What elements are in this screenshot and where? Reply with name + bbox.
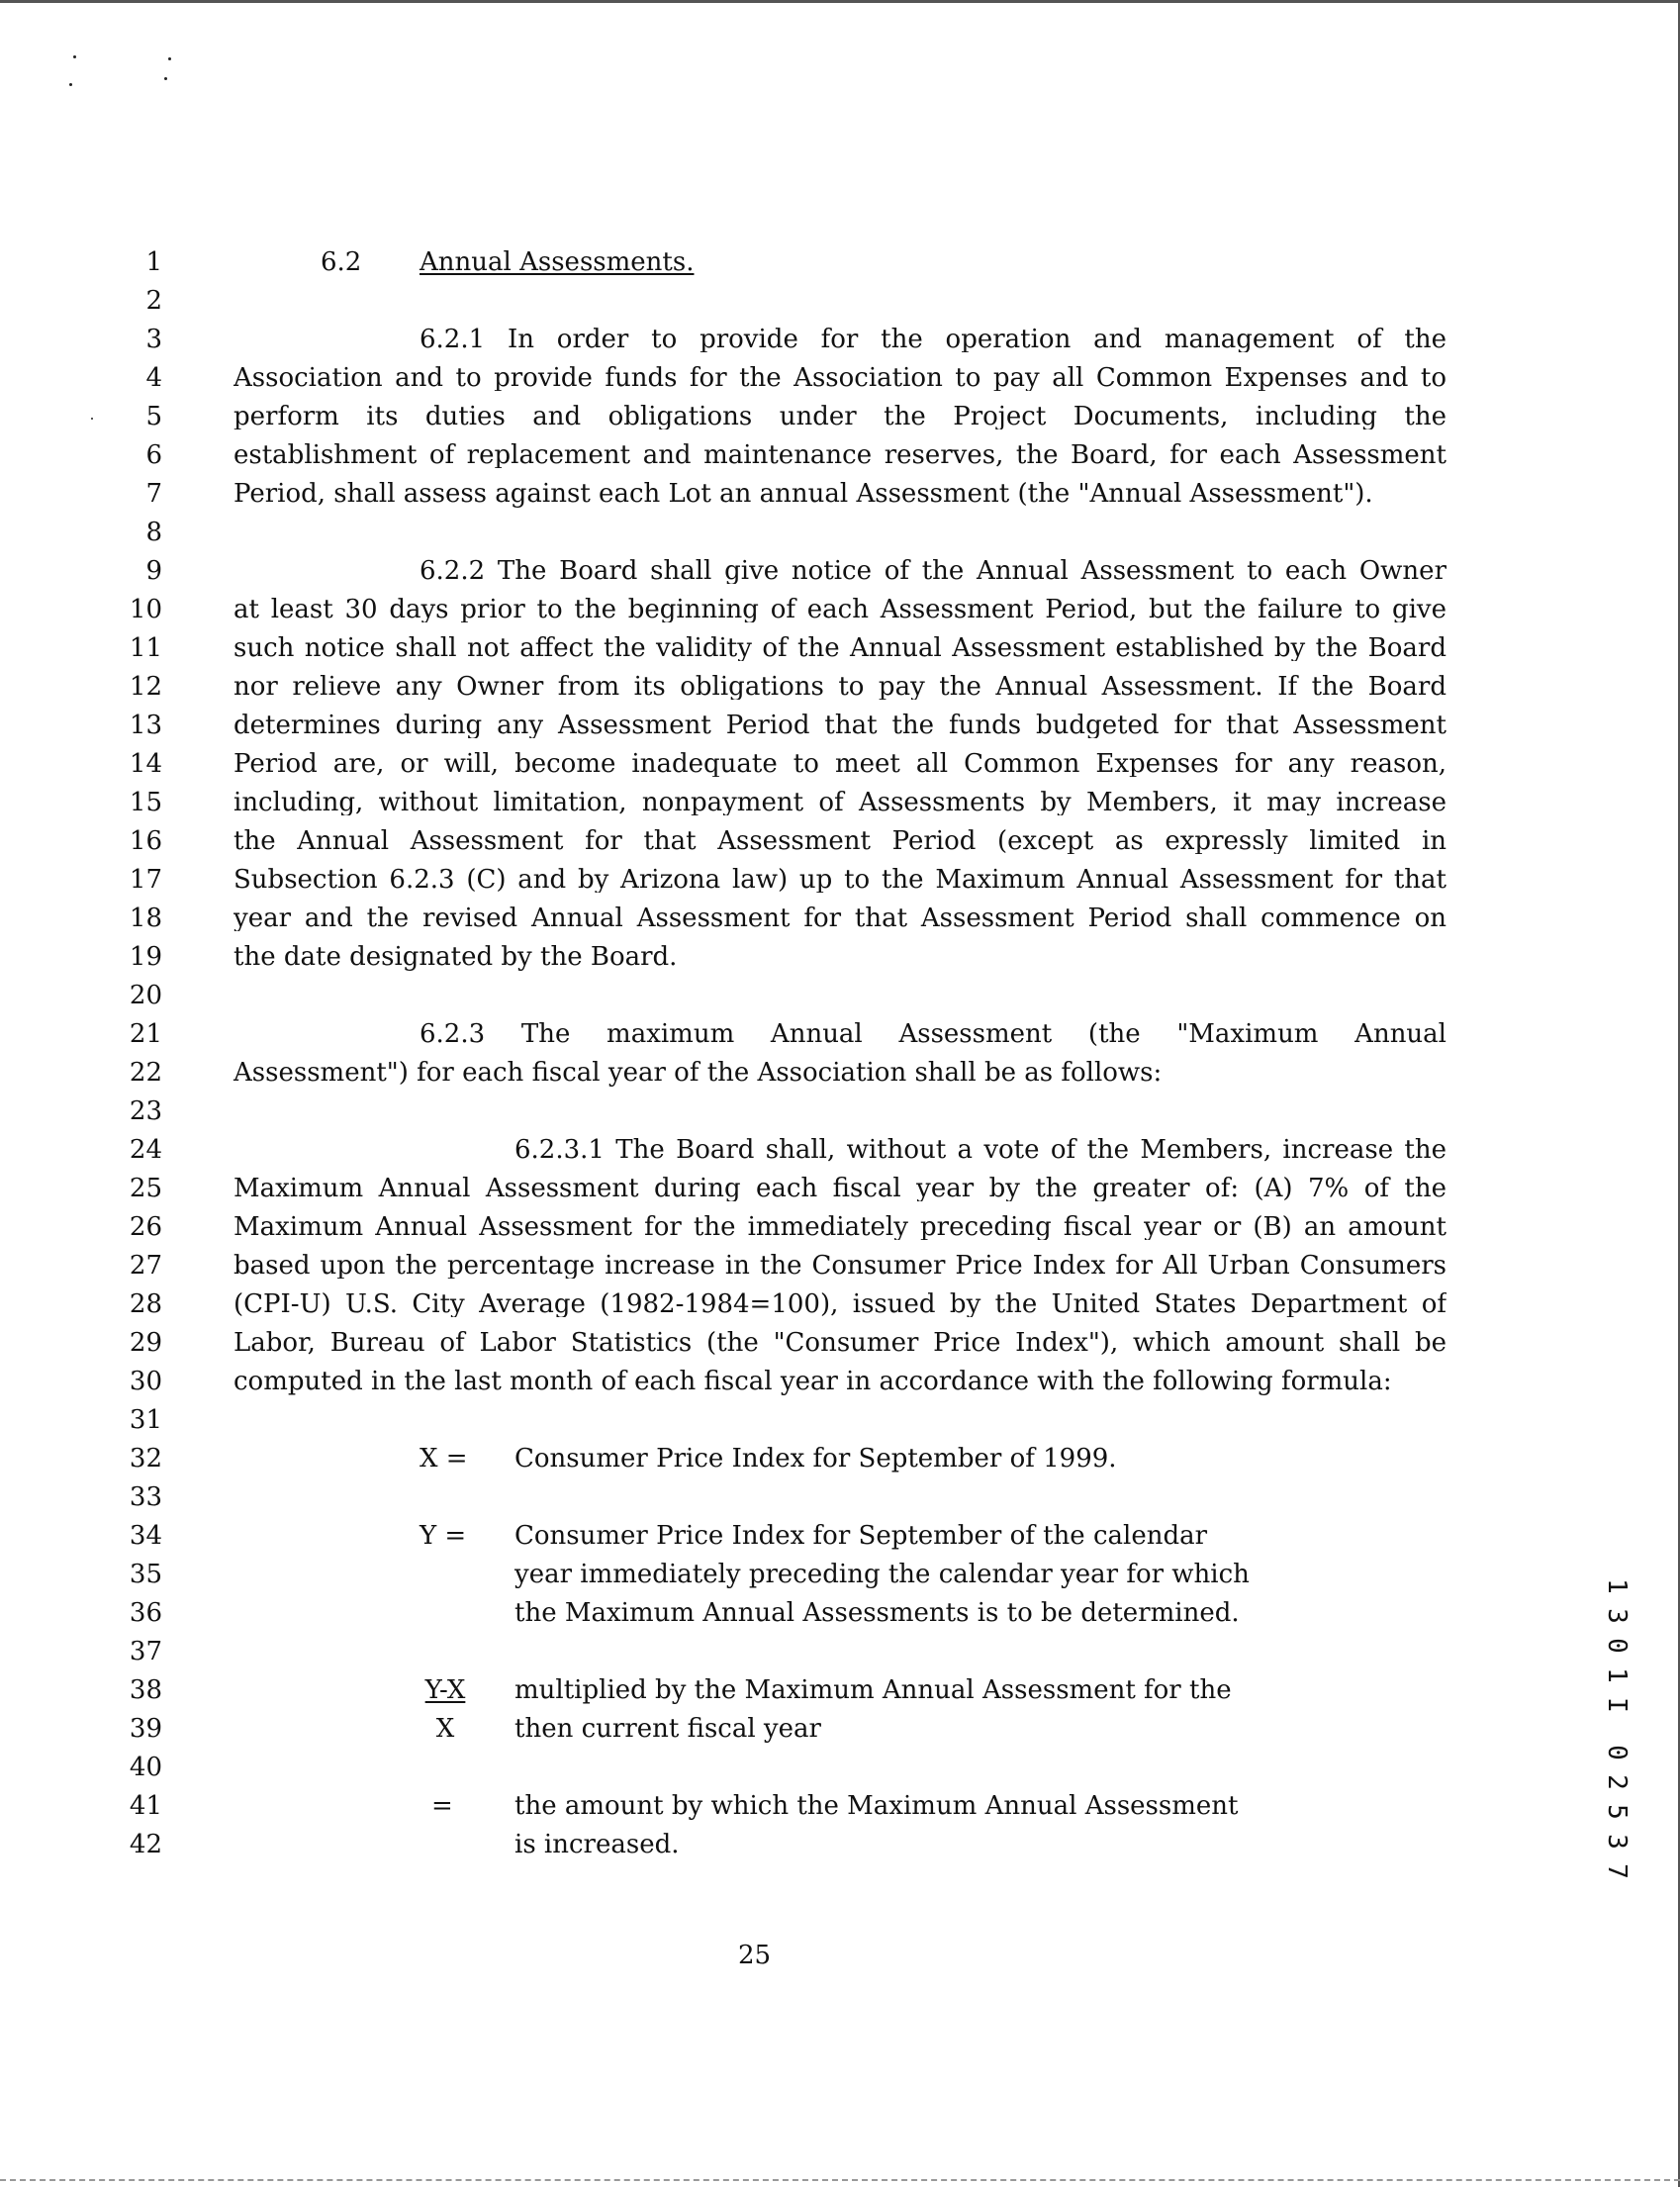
line-number: 7 [145, 479, 162, 509]
formula-result-text: the amount by which the Maximum Annual Assessment [514, 1791, 1239, 1821]
scan-speck [164, 77, 167, 80]
formula-multiplier-text: then current fiscal year [514, 1714, 821, 1744]
formula-x-label: X = [420, 1444, 468, 1474]
line-number: 24 [129, 1135, 162, 1165]
section-title: Annual Assessments. [420, 247, 695, 277]
scan-border-bottom [0, 2179, 1680, 2181]
line-number: 15 [129, 788, 162, 817]
paragraph-6-2-2-line: at least 30 days prior to the beginning of each Assessment Period, but the failure to give [233, 597, 1447, 622]
line-number: 40 [129, 1753, 162, 1782]
line-number: 22 [129, 1058, 162, 1088]
paragraph-6-2-2-line: determines during any Assessment Period that the funds budgeted for that Assessment [233, 713, 1447, 738]
line-number: 23 [129, 1096, 162, 1126]
formula-fraction-numerator: Y-X [424, 1675, 466, 1705]
paragraph-6-2-1-line: Association and to provide funds for the Association to pay all Common Expenses and to [233, 365, 1447, 391]
paragraph-6-2-2-line: the Annual Assessment for that Assessment Period (except as expressly limited in [233, 828, 1447, 854]
page-number: 25 [738, 1941, 772, 1970]
paragraph-6-2-2-line: Period are, or will, become inadequate to meet all Common Expenses for any reason, [233, 751, 1447, 777]
line-number: 20 [129, 981, 162, 1010]
stamp-char: 5 [1602, 1804, 1632, 1820]
formula-fraction-denominator: X [435, 1714, 455, 1744]
line-number: 31 [129, 1405, 162, 1435]
line-number: 39 [129, 1714, 162, 1744]
line-number: 25 [129, 1174, 162, 1203]
stamp-char: 0 [1602, 1745, 1632, 1760]
stamp-char: 2 [1602, 1774, 1632, 1790]
paragraph-6-2-3-1-line: computed in the last month of each fiscal year in accordance with the following formula: [233, 1367, 1392, 1396]
paragraph-6-2-2-line: such notice shall not affect the validity of the Annual Assessment established by the Board [233, 635, 1447, 661]
stamp-char: 1 [1602, 1578, 1632, 1594]
line-number: 36 [129, 1598, 162, 1628]
line-number: 38 [129, 1675, 162, 1705]
scan-speck [69, 83, 72, 86]
paragraph-6-2-2-line: nor relieve any Owner from its obligations to pay the Annual Assessment. If the Board [233, 674, 1447, 700]
recording-number-stamp [1597, 1573, 1636, 1879]
stamp-char: 3 [1602, 1834, 1632, 1850]
line-number: 37 [129, 1637, 162, 1666]
paragraph-6-2-3-1-line: Maximum Annual Assessment for the immediately preceding fiscal year or (B) an amount [233, 1214, 1447, 1240]
paragraph-6-2-3-1-line: 6.2.3.1 The Board shall, without a vote of the Members, increase the [514, 1137, 1447, 1163]
stamp-char: 1 [1602, 1667, 1632, 1683]
paragraph-6-2-1-line: Period, shall assess against each Lot an annual Assessment (the "Annual Assessment"). [233, 479, 1373, 509]
line-number: 16 [129, 826, 162, 856]
paragraph-6-2-3-line: 6.2.3 The maximum Annual Assessment (the "Maximum Annual [420, 1021, 1447, 1047]
paragraph-6-2-2-line: Subsection 6.2.3 (C) and by Arizona law) up to the Maximum Annual Assessment for that [233, 867, 1447, 893]
formula-x-definition: Consumer Price Index for September of 1999. [514, 1444, 1117, 1474]
line-number: 3 [145, 325, 162, 354]
formula-multiplier-text: multiplied by the Maximum Annual Assessment for the [514, 1675, 1232, 1705]
line-number: 12 [129, 672, 162, 702]
line-number: 34 [129, 1521, 162, 1551]
line-number: 4 [145, 363, 162, 393]
line-number: 27 [129, 1251, 162, 1281]
paragraph-6-2-3-1-line: Labor, Bureau of Labor Statistics (the "Consumer Price Index"), which amount shall be [233, 1330, 1447, 1356]
paragraph-6-2-2-line: 6.2.2 The Board shall give notice of the Annual Assessment to each Owner [420, 558, 1447, 584]
line-number: 11 [129, 633, 162, 663]
line-number: 5 [145, 402, 162, 431]
line-number: 33 [129, 1482, 162, 1512]
line-number: 9 [145, 556, 162, 586]
line-number: 42 [129, 1830, 162, 1859]
paragraph-6-2-2-line: including, without limitation, nonpayment of Assessments by Members, it may increase [233, 790, 1447, 815]
scan-speck [91, 418, 93, 420]
line-number: 41 [129, 1791, 162, 1821]
line-number: 26 [129, 1212, 162, 1242]
section-number: 6.2 [321, 247, 362, 277]
paragraph-6-2-3-1-line: (CPI-U) U.S. City Average (1982-1984=100), issued by the United States Department of [233, 1291, 1447, 1317]
formula-y-definition: the Maximum Annual Assessments is to be determined. [514, 1598, 1240, 1628]
line-number: 19 [129, 942, 162, 972]
line-number: 28 [129, 1289, 162, 1319]
line-number: 13 [129, 711, 162, 740]
formula-y-definition: Consumer Price Index for September of the calendar [514, 1521, 1208, 1551]
line-number: 18 [129, 903, 162, 933]
formula-y-definition: year immediately preceding the calendar year for which [514, 1560, 1250, 1589]
paragraph-6-2-2-line: year and the revised Annual Assessment for that Assessment Period shall commence on [233, 905, 1447, 931]
scan-border-top [0, 0, 1680, 3]
stamp-char: I [1602, 1697, 1632, 1713]
paragraph-6-2-1-line: 6.2.1 In order to provide for the operation and management of the [420, 327, 1447, 352]
line-number: 21 [129, 1019, 162, 1049]
line-number: 29 [129, 1328, 162, 1358]
line-number: 30 [129, 1367, 162, 1396]
paragraph-6-2-3-1-line: based upon the percentage increase in the Consumer Price Index for All Urban Consumers [233, 1253, 1447, 1279]
stamp-char: 7 [1602, 1863, 1632, 1879]
stamp-char: 3 [1602, 1608, 1632, 1624]
paragraph-6-2-3-1-line: Maximum Annual Assessment during each fiscal year by the greater of: (A) 7% of the [233, 1176, 1447, 1201]
stamp-char: 0 [1602, 1638, 1632, 1654]
paragraph-6-2-1-line: establishment of replacement and maintenance reserves, the Board, for each Assessment [233, 442, 1447, 468]
formula-result-text: is increased. [514, 1830, 680, 1859]
line-number: 14 [129, 749, 162, 779]
paragraph-6-2-3-line: Assessment") for each fiscal year of the Association shall be as follows: [233, 1058, 1163, 1088]
line-number: 1 [145, 247, 162, 277]
line-number: 35 [129, 1560, 162, 1589]
line-number: 2 [145, 286, 162, 316]
formula-equals-sign: = [431, 1791, 453, 1821]
scan-speck [168, 57, 171, 60]
paragraph-6-2-2-line: the date designated by the Board. [233, 942, 678, 972]
line-number: 8 [145, 518, 162, 547]
formula-y-label: Y = [420, 1521, 467, 1551]
scan-speck [73, 55, 76, 58]
line-number: 32 [129, 1444, 162, 1474]
paragraph-6-2-1-line: perform its duties and obligations under the Project Documents, including the [233, 404, 1447, 429]
line-number: 10 [129, 595, 162, 624]
line-number: 17 [129, 865, 162, 895]
line-number: 6 [145, 440, 162, 470]
